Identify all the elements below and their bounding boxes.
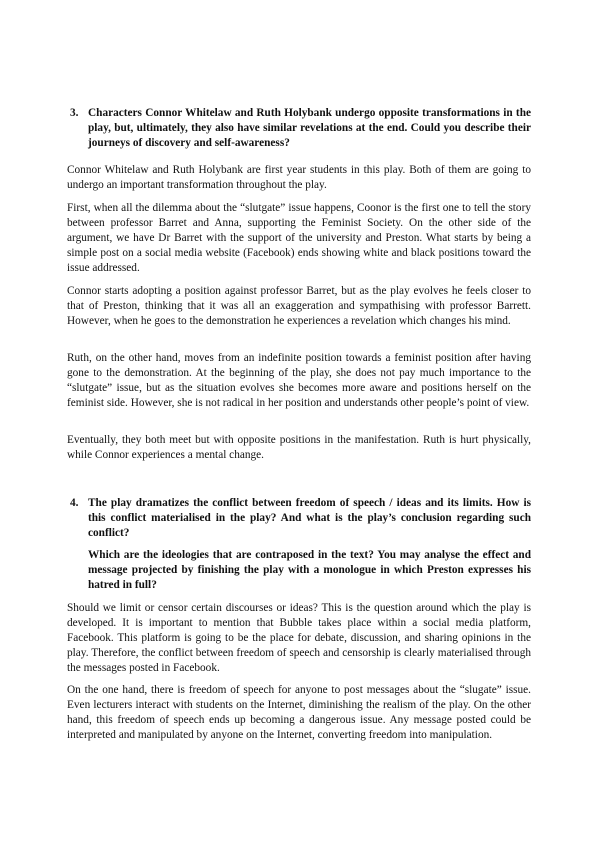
question-3-text: Characters Connor Whitelaw and Ruth Holybank undergo opposite transformations in the play, but, ultimately, they also have similar revelations at the end. Could you describe their journeys of discovery and self-awareness? (88, 107, 531, 149)
q3-answer-paragraph-4: Ruth, on the other hand, moves from an indefinite position towards a feminist position after having gone to the demonstration. At the beginning of the play, she does not pay much importance to the “slutgate” issue, but as the situation evolves she becomes more aware and positions herself on the feminist side. However, she is not radical in her position and understands other people’s point of view. (67, 352, 531, 409)
question-3-number: 3. (70, 107, 79, 119)
q3-answer-paragraph-3: Connor starts adopting a position against professor Barret, but as the play evolves he feels closer to that of Preston, thinking that it was all an exaggeration and sympathising with professor Barrett. However, when he goes to the demonstration he experiences a revelation which changes his mind. (67, 285, 531, 327)
q3-answer-paragraph-1: Connor Whitelaw and Ruth Holybank are first year students in this play. Both of them are going to undergo an important transformation throughout the play. (67, 164, 531, 191)
q3-answer-paragraph-2: First, when all the dilemma about the “slutgate” issue happens, Coonor is the first one to tell the story between professor Barret and Anna, supporting the Feminist Society. On the other side of the argument, we have Dr Barret with the support of the university and Preston. What starts by being a simple post on a social media website (Facebook) ends showing white and black positions toward the issue addressed. (67, 202, 531, 274)
question-4-text: The play dramatizes the conflict between freedom of speech / ideas and its limits. How is this conflict materialised in the play? And what is the play’s conclusion regarding such conflict? (88, 497, 531, 539)
q4-answer-paragraph-2: On the one hand, there is freedom of speech for anyone to post messages about the “slugate” issue. Even lecturers interact with students on the Internet, diminishing the realism of the play. On the other hand, this freedom of speech ends up becoming a dangerous issue. Any message posted could be interpreted and manipulated by anyone on the Internet, converting freedom into manipulation. (67, 684, 531, 741)
question-4 (70, 496, 531, 593)
question-4-number: 4. (70, 497, 79, 509)
q3-answer-paragraph-5: Eventually, they both meet but with opposite positions in the manifestation. Ruth is hurt physically, while Connor experiences a mental change. (67, 434, 531, 461)
q4-answer-paragraph-1: Should we limit or censor certain discourses or ideas? This is the question around which the play is developed. It is important to mention that Bubble takes place within a social media platform, Facebook. This platform is going to be the place for debate, discussion, and sharing opinions in the play. Therefore, the conflict between freedom of speech and censorship is clearly materialised through the messages posted in Facebook. (67, 602, 531, 674)
question-4-subtext: Which are the ideologies that are contraposed in the text? You may analyse the effect and message projected by finishing the play with a monologue in which Preston expresses his hatred in full? (88, 549, 531, 591)
question-3 (70, 106, 531, 151)
